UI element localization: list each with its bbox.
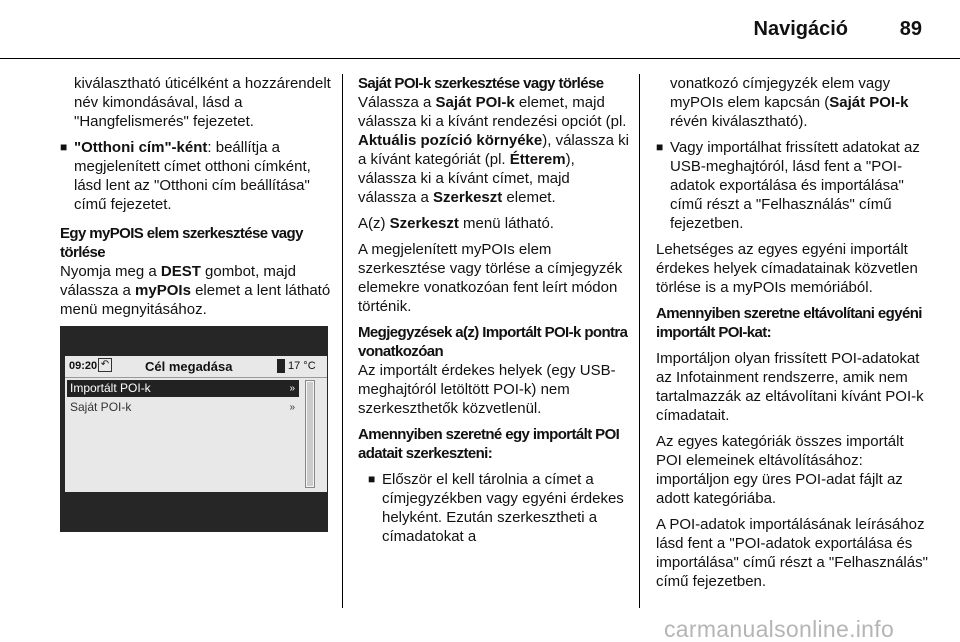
- paragraph: Válassza a Saját POI-k elemet, majd válassza ki a kívánt rendezési opciót (pl. Aktuális pozíció környéke), válassza ki a kívánt kategóriát (pl. Étterem), válassza ki a kívánt címet, majd válassza a Szerkeszt elemet.: [358, 94, 629, 206]
- bullet-item: ■ Először el kell tárolnia a címet a címjegyzékben vagy egyéni érdekes helyként. Ezután szerkesztheti a címadatokat a: [368, 470, 630, 546]
- column-2: [358, 74, 630, 546]
- paragraph: Az importált érdekes helyek (egy USB-meghajtóról letöltött POI-k) nem szerkeszthetők közvetlenül.: [358, 362, 616, 417]
- column-1: [60, 74, 332, 319]
- page-number: 89: [899, 18, 922, 40]
- header-rule: [0, 58, 960, 59]
- menu-item-label: Importált POI-k: [70, 381, 151, 395]
- paragraph: Az egyes kategóriák összes importált POI elemeinek eltávolításához: importáljon egy üres POI-adat fájlt az adott kategóriába.: [656, 433, 904, 507]
- bullet-text: : beállítja a megjelenített címet otthoni címként, lásd lent az "Otthoni cím beállítása" című fejezetet.: [74, 139, 311, 213]
- screen-status-bar: [65, 356, 327, 378]
- thermometer-icon: [277, 359, 285, 373]
- section-heading: Saját POI-k szerkesztése vagy törlése: [358, 75, 604, 92]
- paragraph: vonatkozó címjegyzék elem vagy myPOIs elem kapcsán (Saját POI-k révén kiválasztható).: [670, 75, 909, 130]
- paragraph: A POI-adatok importálásának leírásához lásd fent a "POI-adatok exportálása és importálása" című részt a "Felhasználás" című fejezetben.: [656, 516, 928, 590]
- chevron-right-icon: »: [289, 383, 295, 394]
- section-heading: Amennyiben szeretne eltávolítani egyéni importált POI-kat:: [656, 305, 922, 341]
- bullet-item: [60, 138, 332, 214]
- display-screenshot: [60, 326, 328, 532]
- scrollbar: [305, 380, 315, 488]
- temperature: 17 °C: [288, 360, 316, 372]
- paragraph: A(z) Szerkeszt menü látható.: [358, 215, 554, 232]
- column-3: [656, 74, 930, 591]
- page-header-title: Navigáció: [753, 18, 848, 40]
- clock: 09:20: [69, 360, 98, 372]
- bullet-item: ■ Vagy importálhat frissített adatokat az USB-meghajtóról, lásd fent a "POI-adatok exportálása és importálása" című részt a "Felhasználás" című fejezetben.: [656, 138, 930, 233]
- paragraph: Nyomja meg a DEST gombot, majd válassza a myPOIs elemet a lent látható menü megnyitásához.: [60, 263, 331, 318]
- screen-content: [65, 356, 327, 492]
- paragraph: A megjelenített myPOIs elem szerkesztése vagy törlése a címjegyzék elemekre vonatkozóan fent leírt módon történik.: [358, 241, 623, 315]
- scrollbar-thumb: [307, 382, 313, 486]
- watermark: carmanualsonline.info: [664, 616, 895, 642]
- chevron-right-icon: »: [289, 402, 295, 413]
- section-heading: Egy myPOIS elem szerkesztése vagy törlése: [60, 225, 303, 261]
- screen-title: Cél megadása: [145, 359, 233, 374]
- paragraph: kiválasztható úticélként a hozzárendelt név kimondásával, lásd a "Hangfelismerés" fejezetet.: [74, 75, 331, 130]
- menu-item-own-poi: [67, 399, 299, 416]
- bold-term: "Otthoni cím"-ként: [74, 139, 208, 156]
- menu-item-label: Saját POI-k: [70, 400, 132, 414]
- column-divider: [639, 74, 640, 608]
- section-heading: Amennyiben szeretné egy importált POI adatait szerkeszteni:: [358, 426, 620, 462]
- menu-item-imported-poi: [67, 380, 299, 397]
- back-icon: ↶: [98, 358, 112, 372]
- column-divider: [342, 74, 343, 608]
- paragraph: Lehetséges az egyes egyéni importált érdekes helyek címadatainak közvetlen törlése is a myPOIs memóriából.: [656, 241, 918, 296]
- paragraph: Importáljon olyan frissített POI-adatokat az Infotainment rendszerre, amik nem tartalmazzák az eltávolítani kívánt POI-k címadatait.: [656, 350, 924, 424]
- section-heading: Megjegyzések a(z) Importált POI-k pontra vonatkozóan: [358, 324, 628, 360]
